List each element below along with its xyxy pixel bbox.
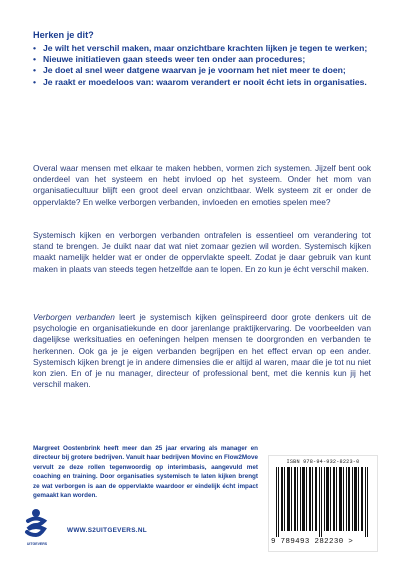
question-text: Je wilt het verschil maken, maar onzichtbare krachten lijken je tegen te werken; [43, 43, 368, 53]
systemic-paragraph: Systemisch kijken en verborgen verbanden ontrafelen is essentieel om verandering tot stand te brengen. Je duikt naar dat wat niet zomaar gezien wil worden. Systemisch kijken maakt namelijk helder wat er onder de oppervlakte speelt. Zodat je daar gebruik van kunt maken in plaats van steeds tegen hetzelfde aan te lopen. En zo kun je écht verschil maken. [33, 230, 371, 274]
intro-paragraph: Overal waar mensen met elkaar te maken hebben, vormen zich systemen. Jijzelf bent ook onderdeel van het systeem en hebt invloed op het systeem. Onder het mom van organisatiecultuur blijft een groot deel ervan onzichtbaar. Welk systeem zit er onder de oppervlakte? En welke verborgen verbanden, invloeden en emoties spelen mee? [33, 163, 371, 207]
question-text: Je raakt er moedeloos van: waarom verandert er nooit écht iets in organisaties. [43, 76, 367, 87]
publisher-logo-icon [22, 505, 50, 545]
questions-list [33, 43, 371, 88]
bullet-icon: • [33, 43, 37, 53]
barcode-box [268, 455, 378, 552]
bullet-icon: • [33, 76, 37, 87]
author-bio: Margreet Oostenbrink heeft meer dan 25 jaar ervaring als manager en directeur bij grotere bedrijven. Vanuit haar bedrijven Movinc en Flow2Move vervult ze deze rollen tegenwoordig op interimbasis, aangevuld met coaching en training. Door organisaties systemisch te laten kijken brengt ze wat verborgen is aan de oppervlakte waardoor er eindelijk écht impact gemaakt kan worden. [33, 445, 258, 500]
question-item [33, 43, 371, 54]
bullet-icon: • [33, 54, 37, 65]
book-summary-paragraph [33, 312, 371, 390]
questions-heading: Herken je dit? [33, 30, 94, 40]
question-text: Je doet al snel weer datgene waarvan je je voornam het niet meer te doen; [43, 65, 346, 76]
isbn-label: ISBN 978-94-932-8223-0 [286, 459, 360, 465]
barcode-digits: 9 789493 282230 > [271, 538, 354, 546]
question-item [33, 77, 371, 88]
book-summary-text: leert je systemisch kijken geïnspireerd door grote denkers uit de psychologie en organisatiekunde en door jarenlange praktijkervaring. De voorbeelden van dagelijkse werksituaties en oefeningen helpen mensen te doorgronden en verbanden te herkennen. Ook ga je je eigen verbanden begrijpen en het effect ervan op een ander. Systemisch kijken brengt je in andere dimensies die er altijd al waren, maar die je tot nu niet kon zien. En of je nu manager, directeur of professional bent, met die kennis kun jij het verschil maken. [33, 312, 371, 390]
question-item [33, 65, 371, 76]
question-text: Nieuwe initiatieven gaan steeds weer ten onder aan procedures; [43, 54, 306, 65]
book-title-inline: Verborgen verbanden [33, 312, 115, 322]
bullet-icon: • [33, 65, 37, 76]
question-item [33, 54, 371, 65]
publisher-website[interactable]: WWW.S2UITGEVERS.NL [67, 527, 147, 534]
logo-caption: UITGEVERS [26, 542, 48, 546]
barcode-icon [275, 467, 371, 537]
